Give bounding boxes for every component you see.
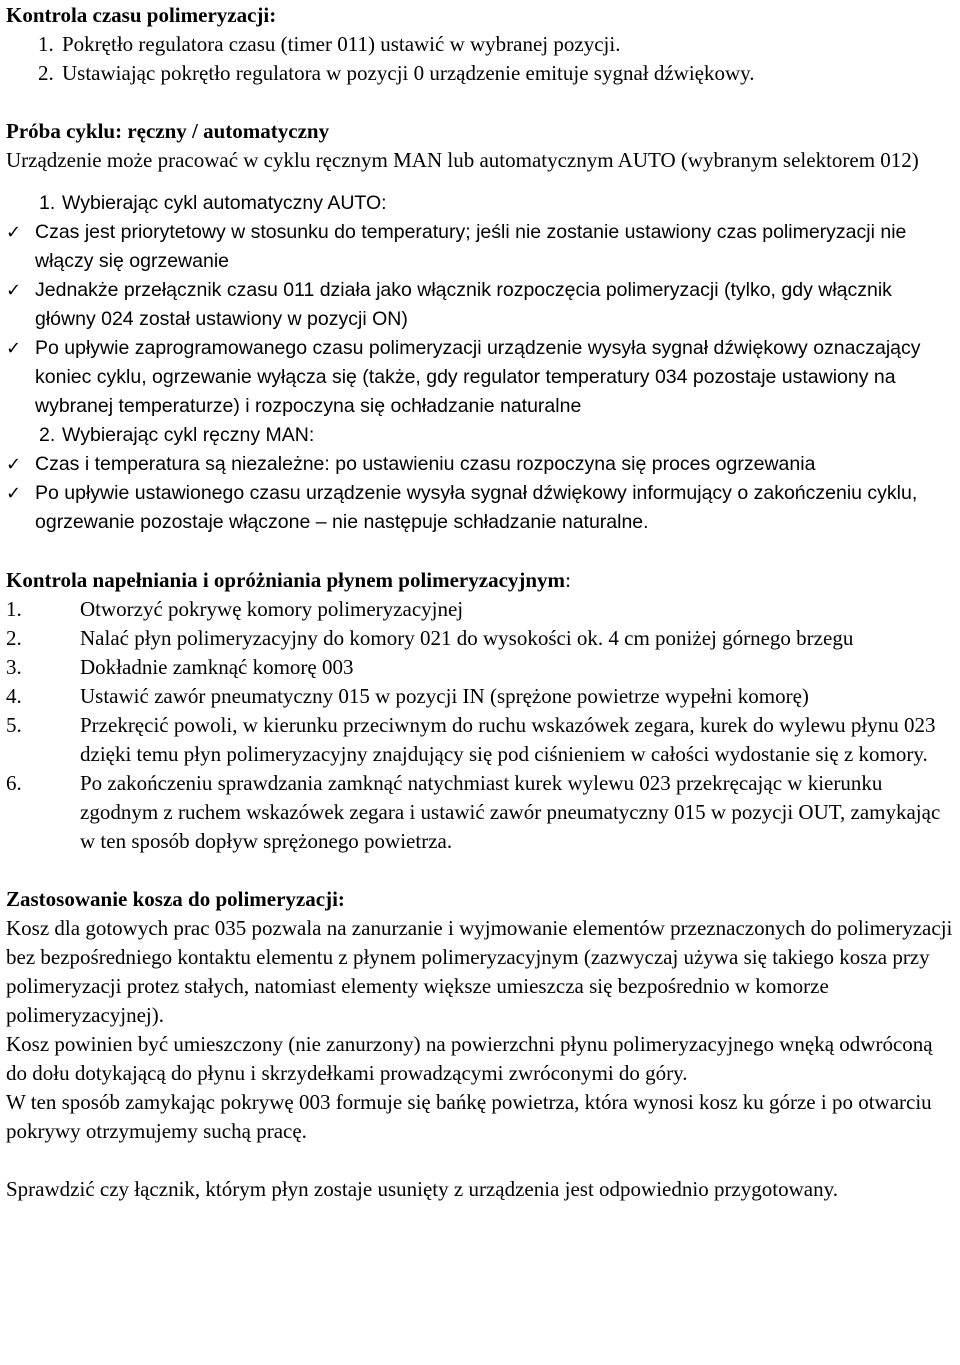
item-text: Czas jest priorytetowy w stosunku do temperatury; jeśli nie zostanie ustawiony czas polimeryzacji nie włączy się ogrzewanie xyxy=(35,221,907,272)
auto-cycle-item xyxy=(6,276,956,334)
section-heading-timer: Kontrola czasu polimeryzacji: xyxy=(6,3,277,27)
checkmark-icon: ✓ xyxy=(6,280,22,301)
fill-section xyxy=(6,566,956,856)
step-text: Ustawiając pokrętło regulatora w pozycji 0 urządzenie emituje sygnał dźwiękowy. xyxy=(62,61,755,85)
section-heading-cycle: Próba cyklu: ręczny / automatyczny xyxy=(6,119,330,143)
timer-step xyxy=(6,59,956,88)
checkmark-icon: ✓ xyxy=(6,454,22,475)
step-number: 6. xyxy=(6,771,22,795)
auto-cycle-item xyxy=(6,218,956,276)
timer-section xyxy=(6,1,956,88)
timer-step xyxy=(6,30,956,59)
checkmark-icon: ✓ xyxy=(6,222,22,243)
checkmark-icon: ✓ xyxy=(6,483,22,504)
timer-steps xyxy=(6,30,956,88)
step-text: Ustawić zawór pneumatyczny 015 w pozycji IN (sprężone powietrze wypełni komorę) xyxy=(80,684,809,708)
step-text: Wybierając cykl ręczny MAN: xyxy=(62,424,315,446)
fill-step xyxy=(6,769,956,856)
checkmark-icon: ✓ xyxy=(6,338,22,359)
basket-paragraph: Kosz dla gotowych prac 035 pozwala na zanurzanie i wyjmowanie elementów przeznaczonych do polimeryzacji bez bezpośredniego kontaktu elementu z płynem polimeryzacyjnym (zazwyczaj używa się takiego kosza przy polimeryzacji protez stałych, natomiast elementy większe umieszcza się bezpośrednio w komorze polimeryzacyjnej). xyxy=(6,916,953,1027)
fill-step xyxy=(6,682,956,711)
section-heading-fill: Kontrola napełniania i opróżniania płynem polimeryzacyjnym: xyxy=(6,568,571,592)
cycle-intro: Urządzenie może pracować w cyklu ręcznym MAN lub automatycznym AUTO (wybranym selektorem 012) xyxy=(6,148,919,172)
step-number: 1. xyxy=(6,597,22,621)
auto-cycle-item xyxy=(6,334,956,421)
item-text: Jednakże przełącznik czasu 011 działa jako włącznik rozpoczęcia polimeryzacji (tylko, gdy włącznik główny 024 został ustawiony w pozycji ON) xyxy=(35,279,892,330)
closing-paragraph: Sprawdzić czy łącznik, którym płyn zostaje usunięty z urządzenia jest odpowiednio przygotowany. xyxy=(6,1177,838,1201)
auto-cycle-title xyxy=(6,189,956,218)
step-text: Otworzyć pokrywę komory polimeryzacyjnej xyxy=(80,597,464,621)
section-heading-basket: Zastosowanie kosza do polimeryzacji: xyxy=(6,887,345,911)
item-text: Po upływie ustawionego czasu urządzenie wysyła sygnał dźwiękowy informujący o zakończeniu cyklu, ogrzewanie pozostaje włączone – nie następuje schładzanie naturalne. xyxy=(35,482,918,533)
man-cycle-item xyxy=(6,479,956,537)
man-cycle-title xyxy=(6,421,956,450)
step-number: 1. xyxy=(39,192,56,214)
step-text: Pokrętło regulatora czasu (timer 011) ustawić w wybranej pozycji. xyxy=(62,32,621,56)
fill-step xyxy=(6,653,956,682)
fill-step xyxy=(6,595,956,624)
basket-section xyxy=(6,885,956,1204)
step-text: Wybierając cykl automatyczny AUTO: xyxy=(62,192,387,214)
basket-paragraph: W ten sposób zamykając pokrywę 003 formuje się bańkę powietrza, która wynosi kosz ku górze i po otwarciu pokrywy otrzymujemy suchą pracę. xyxy=(6,1090,932,1143)
item-text: Czas i temperatura są niezależne: po ustawieniu czasu rozpoczyna się proces ogrzewania xyxy=(35,453,816,475)
step-number: 5. xyxy=(6,713,22,737)
fill-steps xyxy=(6,595,956,856)
fill-step xyxy=(6,711,956,769)
step-text: Dokładnie zamknąć komorę 003 xyxy=(80,655,354,679)
step-number: 2. xyxy=(39,424,56,446)
man-cycle-item xyxy=(6,450,956,479)
fill-step xyxy=(6,624,956,653)
cycle-section xyxy=(6,117,956,537)
basket-paragraph: Kosz powinien być umieszczony (nie zanurzony) na powierzchni płynu polimeryzacyjnego wnęką odwróconą do dołu dotykającą do płynu i skrzydełkami prowadzącymi zwróconymi do góry. xyxy=(6,1032,933,1085)
step-number: 2. xyxy=(6,626,22,650)
step-number: 3. xyxy=(6,655,22,679)
step-text: Nalać płyn polimeryzacyjny do komory 021 do wysokości ok. 4 cm poniżej górnego brzegu xyxy=(80,626,854,650)
step-number: 1. xyxy=(38,32,54,56)
step-text: Po zakończeniu sprawdzania zamknąć natychmiast kurek wylewu 023 przekręcając w kierunku zgodnym z ruchem wskazówek zegara i ustawić zawór pneumatyczny 015 w pozycji OUT, zamykając w ten sposób dopływ sprężonego powietrza. xyxy=(80,771,941,853)
step-text: Przekręcić powoli, w kierunku przeciwnym do ruchu wskazówek zegara, kurek do wylewu płynu 023 dzięki temu płyn polimeryzacyjny znajdujący się pod ciśnieniem w całości wydostanie się z komory. xyxy=(80,713,936,766)
step-number: 2. xyxy=(38,61,54,85)
item-text: Po upływie zaprogramowanego czasu polimeryzacji urządzenie wysyła sygnał dźwiękowy oznaczający koniec cyklu, ogrzewanie wyłącza się (także, gdy regulator temperatury 034 pozostaje ustawiony na wybranej temperaturze) i rozpoczyna się ochładzanie naturalne xyxy=(35,337,921,417)
step-number: 4. xyxy=(6,684,22,708)
